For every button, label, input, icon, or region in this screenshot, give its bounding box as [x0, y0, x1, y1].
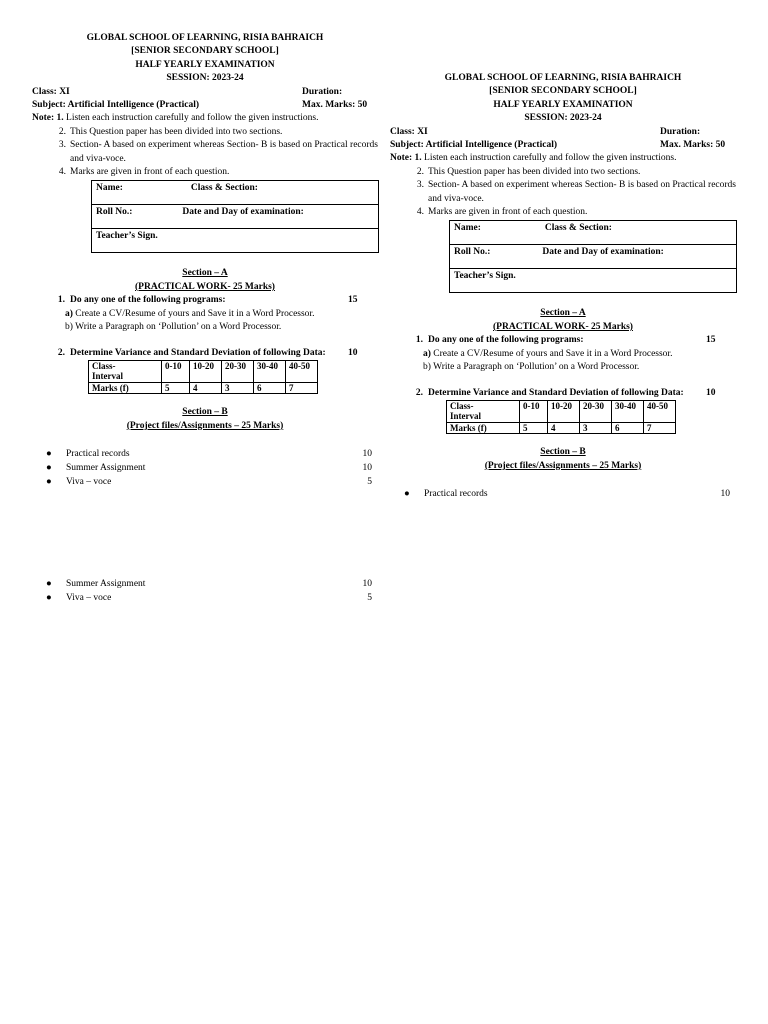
section-a-title: Section – A — [540, 308, 586, 319]
section-a-subtitle: (PRACTICAL WORK- 25 Marks) — [135, 281, 275, 292]
bullet-icon: ● — [46, 593, 52, 604]
section-b-title: Section – B — [182, 407, 228, 418]
teacher-field — [450, 269, 737, 293]
section-b-title: Section – B — [540, 447, 586, 458]
subject-row — [32, 99, 378, 112]
bullet-text: Practical records — [424, 489, 488, 500]
max-marks: Max. Marks: 50 — [660, 140, 726, 151]
marks-cell: 5 — [162, 382, 190, 394]
instruction-num: 3. — [58, 140, 66, 151]
interval-cell: 40-50 — [644, 400, 676, 422]
bullet-item — [32, 476, 378, 490]
bullet-text: Viva – voce — [66, 477, 112, 488]
instruction — [32, 126, 378, 139]
bullet-marks: 10 — [720, 489, 730, 500]
marks-cell: 3 — [580, 422, 612, 434]
roll-label: Roll No.: — [454, 247, 491, 258]
question-marks: 15 — [348, 295, 358, 306]
note-num: 1. — [414, 153, 422, 164]
note-label: Note: — [390, 153, 413, 164]
bullet-icon: ● — [46, 579, 52, 590]
class-value: XI — [417, 126, 428, 137]
question-2 — [390, 387, 736, 400]
question-num: 1. — [415, 335, 423, 346]
option-text: Create a CV/Resume of yours and Save it in a Word Processor. — [75, 308, 315, 319]
instruction-num: 3. — [416, 180, 424, 191]
class-value: XI — [59, 86, 70, 97]
question-text: Determine Variance and Standard Deviation of following Data: — [428, 387, 684, 398]
session: SESSION: 2023-24 — [524, 113, 602, 124]
bullet-marks: 5 — [367, 593, 372, 604]
question-marks: 10 — [706, 387, 716, 398]
class-section-label: Class & Section: — [190, 183, 258, 194]
instruction — [390, 166, 736, 179]
school-type: [SENIOR SECONDARY SCHOOL] — [489, 86, 637, 97]
note-1 — [390, 152, 736, 165]
option-text: Create a CV/Resume of yours and Save it in a Word Processor. — [433, 348, 673, 359]
student-info-box — [91, 180, 379, 253]
interval-cell: 30-40 — [612, 400, 644, 422]
question-text: Do any one of the following programs: — [70, 295, 226, 306]
q1-option-a — [390, 348, 736, 361]
note-num: 1. — [56, 113, 64, 124]
bullet-marks: 10 — [362, 449, 372, 460]
question-num: 2. — [57, 347, 65, 358]
question-marks: 15 — [706, 335, 716, 346]
paper-left — [32, 32, 378, 606]
table-row-label: Marks (f) — [89, 382, 162, 394]
marks-cell: 4 — [548, 422, 580, 434]
option-label: a) — [423, 348, 431, 359]
duration: Duration: — [660, 126, 701, 137]
subject-value: Artificial Intelligence (Practical) — [425, 140, 558, 151]
table-header-label: Class- Interval — [447, 400, 520, 422]
instruction — [32, 166, 378, 179]
bullet-icon: ● — [46, 449, 52, 460]
instruction-text: Section- A based on experiment whereas Section- B is based on Practical records and viva-voce. — [428, 180, 736, 204]
bullet-text: Summer Assignment — [66, 463, 146, 474]
bullet-item — [32, 578, 378, 592]
data-table — [88, 360, 318, 395]
table-header-label: Class- Interval — [89, 360, 162, 382]
interval-cell: 20-30 — [580, 400, 612, 422]
marks-cell: 6 — [254, 382, 286, 394]
note-text: Listen each instruction carefully and follow the given instructions. — [424, 153, 677, 164]
interval-cell: 40-50 — [286, 360, 318, 382]
class-label: Class: — [390, 126, 415, 137]
question-text: Determine Variance and Standard Deviation of following Data: — [70, 347, 326, 358]
class-label: Class: — [32, 86, 57, 97]
section-a-subtitle: (PRACTICAL WORK- 25 Marks) — [493, 321, 633, 332]
instruction — [390, 179, 736, 206]
note-text: Listen each instruction carefully and follow the given instructions. — [66, 113, 319, 124]
instruction-text: This Question paper has been divided into two sections. — [70, 126, 283, 137]
question-1 — [32, 294, 378, 307]
question-2 — [32, 347, 378, 360]
marks-cell: 4 — [190, 382, 222, 394]
subject-label: Subject: — [390, 140, 424, 151]
bullet-text: Practical records — [66, 449, 130, 460]
bullet-item — [390, 488, 736, 502]
bullet-text: Viva – voce — [66, 593, 112, 604]
date-day-label: Date and Day of examination: — [182, 207, 304, 218]
max-marks: Max. Marks: 50 — [302, 100, 368, 111]
question-num: 1. — [57, 295, 65, 306]
bullet-icon: ● — [46, 477, 52, 488]
instruction-num: 4. — [58, 167, 66, 178]
subject-label: Subject: — [32, 100, 66, 111]
instruction-num: 4. — [416, 207, 424, 218]
roll-field — [450, 245, 737, 269]
bullet-item — [32, 462, 378, 476]
marks-cell: 6 — [612, 422, 644, 434]
bullet-marks: 5 — [367, 477, 372, 488]
marks-cell: 7 — [286, 382, 318, 394]
table-row-label: Marks (f) — [447, 422, 520, 434]
interval-cell: 0-10 — [162, 360, 190, 382]
name-field — [450, 221, 737, 245]
q1-option-a — [32, 308, 378, 321]
teacher-sign-label: Teacher’s Sign. — [96, 231, 158, 242]
data-table — [446, 400, 676, 435]
session: SESSION: 2023-24 — [166, 73, 244, 84]
exam-title: HALF YEARLY EXAMINATION — [135, 59, 275, 70]
interval-cell: 0-10 — [520, 400, 548, 422]
interval-cell: 10-20 — [548, 400, 580, 422]
instruction — [32, 139, 378, 166]
subject-row — [390, 139, 736, 152]
instruction-text: Section- A based on experiment whereas Section- B is based on Practical records and viva-voce. — [70, 140, 378, 164]
instruction — [390, 206, 736, 219]
interval-cell: 10-20 — [190, 360, 222, 382]
exam-title: HALF YEARLY EXAMINATION — [493, 99, 633, 110]
class-row — [32, 86, 378, 99]
school-name: GLOBAL SCHOOL OF LEARNING, RISIA BAHRAICH — [444, 73, 682, 83]
section-b-subtitle: (Project files/Assignments – 25 Marks) — [126, 420, 284, 431]
student-info-box — [449, 220, 737, 293]
instruction-num: 2. — [58, 126, 66, 137]
marks-cell: 7 — [644, 422, 676, 434]
interval-cell: 20-30 — [222, 360, 254, 382]
teacher-field — [92, 229, 379, 253]
name-label: Name: — [96, 183, 123, 194]
marks-cell: 3 — [222, 382, 254, 394]
option-label: a) — [65, 308, 73, 319]
roll-label: Roll No.: — [96, 207, 133, 218]
section-a-title: Section – A — [182, 268, 228, 279]
section-b-subtitle: (Project files/Assignments – 25 Marks) — [484, 460, 642, 471]
q1-option-b: b) Write a Paragraph on ‘Pollution’ on a Word Processor. — [423, 362, 640, 373]
marks-cell: 5 — [520, 422, 548, 434]
question-num: 2. — [415, 387, 423, 398]
school-name: GLOBAL SCHOOL OF LEARNING, RISIA BAHRAICH — [86, 33, 324, 43]
question-marks: 10 — [348, 347, 358, 358]
date-day-label: Date and Day of examination: — [542, 247, 664, 258]
bullet-icon: ● — [46, 463, 52, 474]
q1-option-b: b) Write a Paragraph on ‘Pollution’ on a Word Processor. — [65, 322, 282, 333]
bullet-marks: 10 — [362, 579, 372, 590]
instruction-text: Marks are given in front of each question. — [70, 167, 230, 178]
roll-field — [92, 205, 379, 229]
name-label: Name: — [454, 223, 481, 234]
bullet-item — [32, 448, 378, 462]
duration: Duration: — [302, 86, 343, 97]
bullet-text: Summer Assignment — [66, 579, 146, 590]
instruction-text: Marks are given in front of each question. — [428, 207, 588, 218]
instruction-num: 2. — [416, 166, 424, 177]
bullet-item — [32, 592, 378, 606]
question-1 — [390, 334, 736, 347]
teacher-sign-label: Teacher’s Sign. — [454, 271, 516, 282]
bullet-icon: ● — [404, 489, 410, 500]
bullet-marks: 10 — [362, 463, 372, 474]
school-type: [SENIOR SECONDARY SCHOOL] — [131, 46, 279, 57]
class-row — [390, 126, 736, 139]
name-field — [92, 181, 379, 205]
instruction-text: This Question paper has been divided into two sections. — [428, 166, 641, 177]
note-label: Note: — [32, 113, 55, 124]
note-1 — [32, 112, 378, 125]
interval-cell: 30-40 — [254, 360, 286, 382]
subject-value: Artificial Intelligence (Practical) — [67, 100, 200, 111]
paper-right — [390, 72, 736, 502]
class-section-label: Class & Section: — [544, 223, 612, 234]
question-text: Do any one of the following programs: — [428, 335, 584, 346]
